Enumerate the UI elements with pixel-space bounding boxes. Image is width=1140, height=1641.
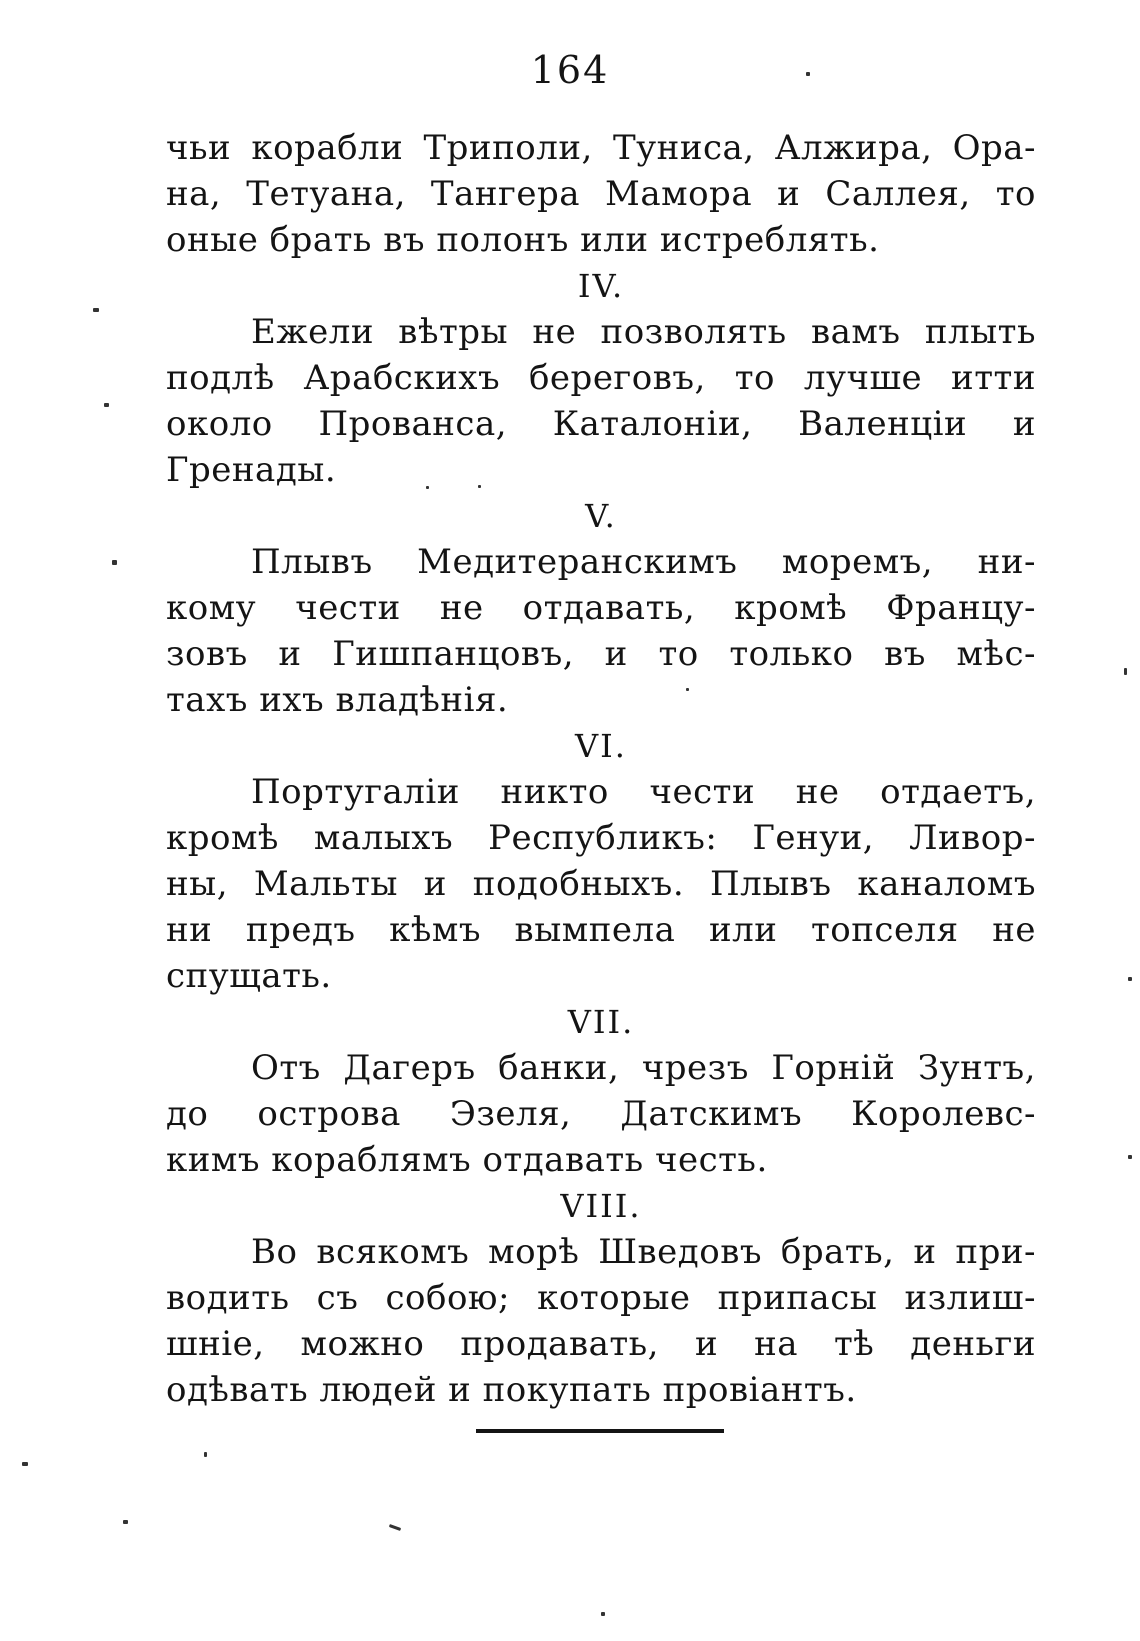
article-text	[166, 125, 1036, 1413]
text-line: тахъ ихъ владѣнія.	[166, 680, 509, 720]
article-heading-vii: VII.	[567, 1003, 635, 1041]
text-line: кромѣ малыхъ Республикъ: Генуи, Ливор-	[166, 818, 1036, 858]
article-heading-vi: VI.	[575, 727, 627, 765]
scan-speck	[806, 72, 810, 76]
article-heading-iv: IV.	[577, 267, 625, 305]
article-heading-v: V.	[585, 497, 617, 535]
section-end-rule	[476, 1429, 724, 1433]
scan-speck	[204, 1452, 207, 1457]
scan-speck	[426, 486, 429, 489]
text-line: Гренады.	[166, 450, 337, 490]
text-line: шніе, можно продавать, и на тѣ деньги	[166, 1324, 1036, 1364]
scan-speck	[686, 688, 689, 691]
text-line: ны, Мальты и подобныхъ. Плывъ каналомъ	[166, 864, 1036, 904]
text-line: спущать.	[166, 956, 332, 996]
scan-speck	[104, 403, 109, 407]
text-line: ни предъ кѣмъ вымпела или топселя не	[166, 910, 1036, 950]
text-line: кимъ кораблямъ отдавать честь.	[166, 1140, 768, 1180]
text-line: зовъ и Гишпанцовъ, и то только въ мѣс-	[166, 634, 1036, 674]
text-line: Ежели вѣтры не позволять вамъ плыть	[251, 312, 1036, 352]
scan-speck	[389, 1524, 401, 1531]
article-heading-viii: VIII.	[560, 1187, 642, 1225]
text-line: до острова Эзеля, Датскимъ Королевс-	[166, 1094, 1036, 1134]
text-line: кому чести не отдавать, кромѣ Францу-	[166, 588, 1036, 628]
text-line: Плывъ Медитеранскимъ моремъ, ни-	[251, 542, 1036, 582]
scan-speck	[601, 1612, 605, 1616]
text-line: Во всякомъ морѣ Шведовъ брать, и при-	[251, 1232, 1036, 1272]
scan-speck	[93, 308, 99, 312]
text-line: водить съ собою; которые припасы излиш-	[166, 1278, 1036, 1318]
text-line: подлѣ Арабскихъ береговъ, то лучше итти	[166, 358, 1036, 398]
scan-speck	[123, 1520, 128, 1524]
scan-speck	[1128, 977, 1132, 981]
text-line: Отъ Дагеръ банки, чрезъ Горній Зунтъ,	[251, 1048, 1036, 1088]
text-line: одѣвать людей и покупать провіантъ.	[166, 1370, 857, 1410]
scan-speck	[478, 485, 481, 488]
text-line: Португаліи никто чести не отдаетъ,	[251, 772, 1036, 812]
text-line: на, Тетуана, Тангера Мамора и Саллея, то	[166, 174, 1036, 214]
scan-speck	[1124, 668, 1127, 675]
scan-speck	[22, 1462, 28, 1466]
text-line: чьи корабли Триполи, Туниса, Алжира, Ора-	[166, 128, 1036, 168]
text-line: около Прованса, Каталоніи, Валенціи и	[166, 404, 1036, 444]
page-number: 164	[530, 48, 610, 92]
scan-speck	[112, 560, 117, 565]
scan-speck	[1128, 1155, 1132, 1159]
text-line: оные брать въ полонъ или истреблять.	[166, 220, 880, 260]
